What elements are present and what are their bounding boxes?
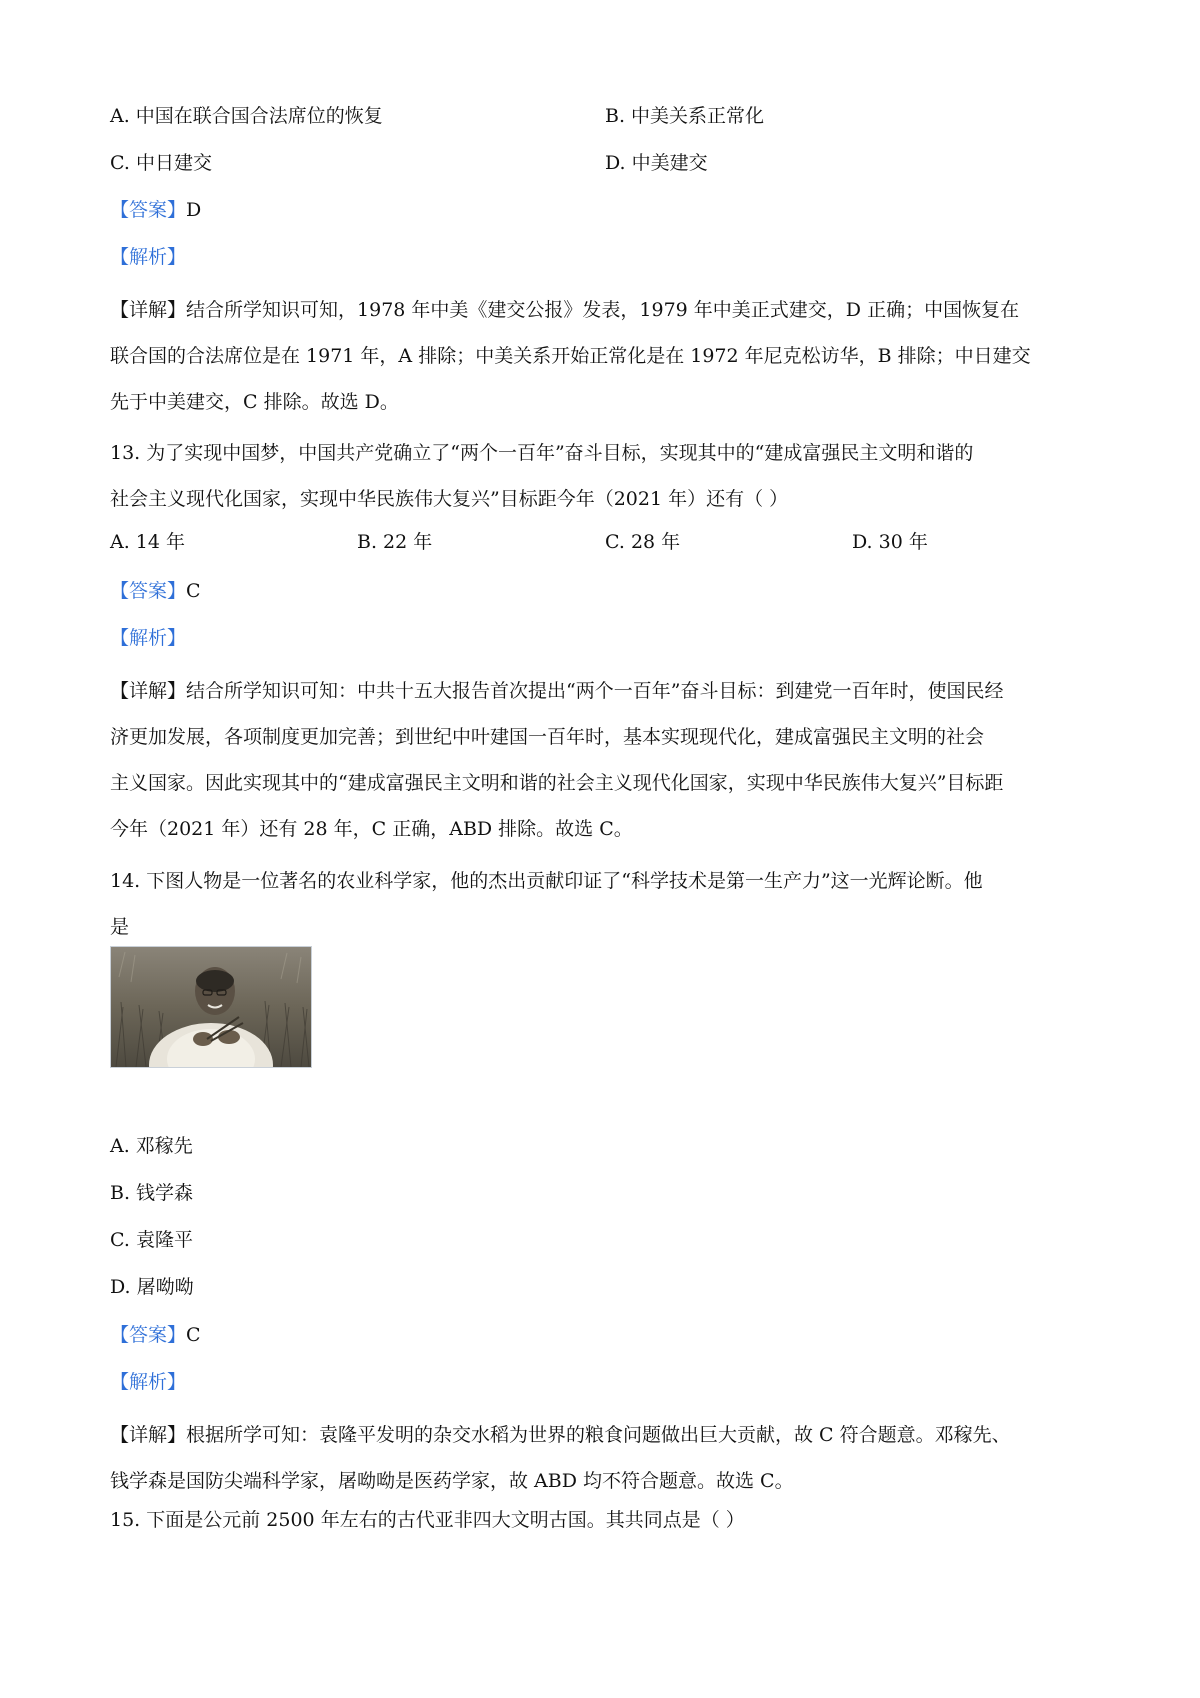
q12-option-b: B. 中美关系正常化 (605, 105, 765, 127)
q12-option-c: C. 中日建交 (110, 152, 212, 174)
q12-detail (110, 287, 1100, 425)
detail-line: 结合所学知识可知：中共十五大报告首次提出“两个一百年”奋斗目标：到建党一百年时，使国民经 (186, 680, 1004, 702)
q14-analysis (110, 1368, 186, 1396)
analysis-tag: 【解析】 (110, 246, 187, 268)
q14-detail (110, 1412, 1100, 1504)
q14-option-b: B. 钱学森 (110, 1182, 194, 1204)
stem-line: 13. 为了实现中国梦，中国共产党确立了“两个一百年”奋斗目标，实现其中的“建成富强民主文明和谐的 (110, 442, 974, 464)
stem-line: 14. 下图人物是一位著名的农业科学家，他的杰出贡献印证了“科学技术是第一生产力”这一光辉论断。他 (110, 870, 983, 892)
q13-option-b: B. 22 年 (357, 531, 433, 553)
q13-analysis (110, 624, 186, 652)
detail-line: 结合所学知识可知，1978 年中美《建交公报》发表，1979 年中美正式建交，D 正确；中国恢复在 (186, 299, 1020, 321)
q12-option-d: D. 中美建交 (605, 152, 708, 174)
detail-tag: 【详解】 (110, 1424, 187, 1446)
detail-line: 济更加发展，各项制度更加完善；到世纪中叶建国一百年时，基本实现现代化，建成富强民主文明的社会 (110, 726, 985, 748)
answer-value: C (186, 580, 201, 602)
q14-option-a: A. 邓稼先 (110, 1135, 193, 1157)
q13-stem (110, 430, 1100, 522)
analysis-tag: 【解析】 (110, 627, 187, 649)
answer-value: C (186, 1324, 201, 1346)
stem-line: 社会主义现代化国家，实现中华民族伟大复兴”目标距今年（2021 年）还有（ ） (110, 488, 789, 510)
q13-option-d: D. 30 年 (852, 531, 928, 553)
detail-line: 主义国家。因此实现其中的“建成富强民主文明和谐的社会主义现代化国家，实现中华民族伟大复兴”目标距 (110, 772, 1004, 794)
q13-detail (110, 668, 1100, 852)
answer-tag: 【答案】 (110, 580, 187, 602)
detail-tag: 【详解】 (110, 299, 187, 321)
q13-answer (110, 577, 201, 605)
q12-answer (110, 196, 201, 224)
detail-line: 联合国的合法席位是在 1971 年，A 排除；中美关系开始正常化是在 1972 年尼克松访华，B 排除；中日建交 (110, 345, 1031, 367)
scientist-photo-illustration (111, 947, 311, 1067)
detail-line: 根据所学可知：袁隆平发明的杂交水稻为世界的粮食问题做出巨大贡献，故 C 符合题意。邓稼先、 (186, 1424, 1011, 1446)
q14-answer (110, 1321, 201, 1349)
q14-stem (110, 858, 1100, 950)
scientist-photo (110, 946, 312, 1068)
q13-option-a: A. 14 年 (110, 531, 186, 553)
q14-option-c: C. 袁隆平 (110, 1229, 193, 1251)
q12-option-a: A. 中国在联合国合法席位的恢复 (110, 105, 383, 127)
detail-line: 先于中美建交，C 排除。故选 D。 (110, 391, 399, 413)
q13-option-c: C. 28 年 (605, 531, 681, 553)
q14-option-d: D. 屠呦呦 (110, 1276, 194, 1298)
stem-line: 是 (110, 916, 130, 938)
analysis-tag: 【解析】 (110, 1371, 187, 1393)
q15-stem: 15. 下面是公元前 2500 年左右的古代亚非四大文明古国。其共同点是（ ） (110, 1509, 745, 1531)
detail-tag: 【详解】 (110, 680, 187, 702)
answer-tag: 【答案】 (110, 1324, 187, 1346)
answer-value: D (186, 199, 202, 221)
detail-line: 今年（2021 年）还有 28 年，C 正确，ABD 排除。故选 C。 (110, 818, 633, 840)
detail-line: 钱学森是国防尖端科学家，屠呦呦是医药学家，故 ABD 均不符合题意。故选 C。 (110, 1470, 794, 1492)
q12-analysis (110, 243, 186, 271)
answer-tag: 【答案】 (110, 199, 187, 221)
